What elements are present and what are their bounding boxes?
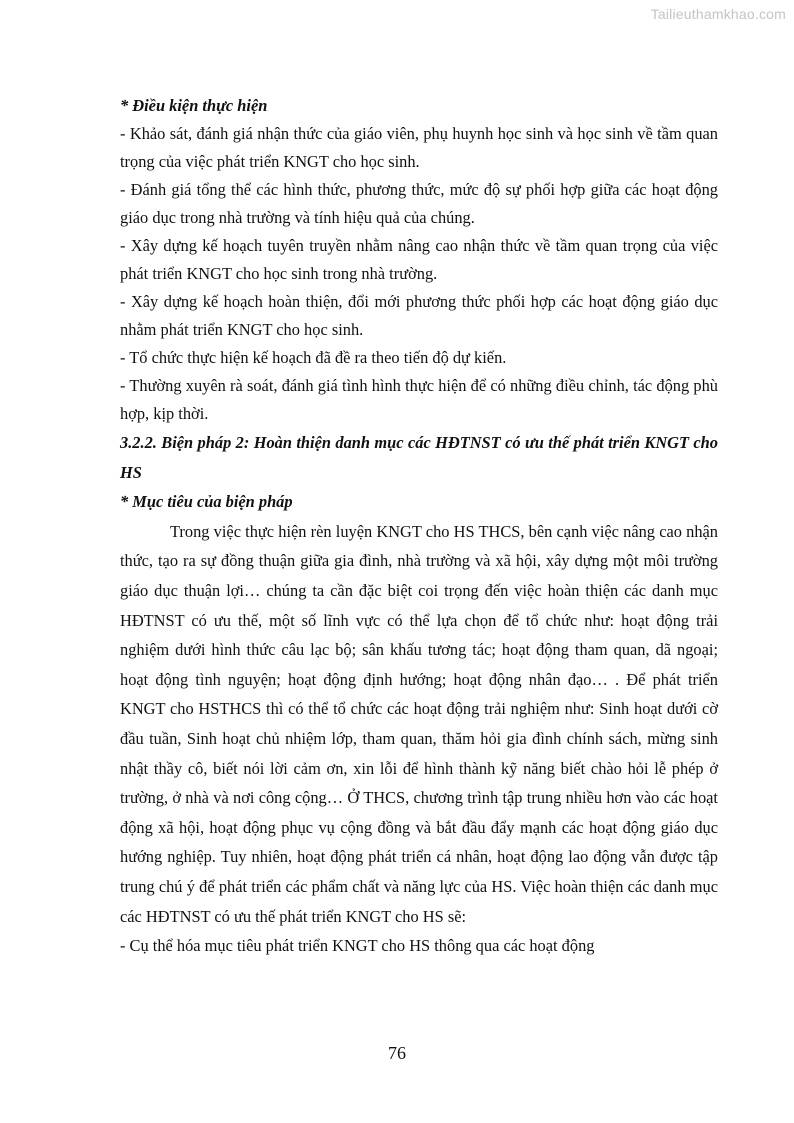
- bullet-paragraph: - Xây dựng kế hoạch hoàn thiện, đổi mới phương thức phối hợp các hoạt động giáo dục nhằm phát triển KNGT cho học sinh.: [120, 292, 718, 339]
- body-paragraph: Trong việc thực hiện rèn luyện KNGT cho HS THCS, bên cạnh việc nâng cao nhận thức, tạo ra sự đồng thuận giữa gia đình, nhà trường và xã hội, xây dựng một môi trường giáo dục thuận lợi… chúng ta cần đặc biệt coi trọng đến việc hoàn thiện các danh mục HĐTNST có ưu thế, một số lĩnh vực có thể lựa chọn để tổ chức như: hoạt động trải nghiệm dưới hình thức câu lạc bộ; sân khấu tương tác; hoạt động tham quan, dã ngoại; hoạt động tình nguyện; hoạt động định hướng; hoạt động nhân đạo… . Để phát triển KNGT cho HSTHCS thì có thể tổ chức các hoạt động trải nghiệm như: Sinh hoạt dưới cờ đầu tuần, Sinh hoạt chủ nhiệm lớp, tham quan, thăm hỏi gia đình chính sách, mừng sinh nhật thầy cô, biết nói lời cảm ơn, xin lỗi để hình thành kỹ năng biết chào hỏi lễ phép ở trường, ở nhà và nơi công cộng… Ở THCS, chương trình tập trung nhiều hơn vào các hoạt động xã hội, hoạt động phục vụ cộng đồng và bắt đầu đẩy mạnh các hoạt động giáo dục hướng nghiệp. Tuy nhiên, hoạt động phát triển cá nhân, hoạt động lao động vẫn được tập trung chú ý để phát triển các phẩm chất và năng lực của HS. Việc hoàn thiện các danh mục các HĐTNST có ưu thế phát triển KNGT cho HS sẽ:: [120, 521, 718, 926]
- watermark-text: Tailieuthamkhao.com: [650, 6, 786, 22]
- bullet-paragraph: - Khảo sát, đánh giá nhận thức của giáo viên, phụ huynh học sinh và học sinh về tầm quan trọng của việc phát triển KNGT cho học sinh.: [120, 124, 718, 171]
- heading-objectives: * Mục tiêu của biện pháp: [120, 492, 293, 512]
- page-number: 76: [388, 1043, 406, 1063]
- bullet-paragraph: - Thường xuyên rà soát, đánh giá tình hình thực hiện để có những điều chỉnh, tác động phù hợp, kịp thời.: [120, 376, 718, 423]
- bullet-paragraph: - Tổ chức thực hiện kế hoạch đã đề ra theo tiến độ dự kiến.: [120, 348, 507, 367]
- heading-conditions: * Điều kiện thực hiện: [120, 96, 268, 115]
- bullet-paragraph: - Đánh giá tổng thể các hình thức, phương thức, mức độ sự phối hợp giữa các hoạt động giáo dục trong nhà trường và tính hiệu quả của chúng.: [120, 180, 718, 227]
- document-body: [120, 92, 718, 961]
- bullet-paragraph: - Cụ thể hóa mục tiêu phát triển KNGT cho HS thông qua các hoạt động: [120, 936, 595, 956]
- section-heading: 3.2.2. Biện pháp 2: Hoàn thiện danh mục các HĐTNST có ưu thế phát triển KNGT cho HS: [120, 433, 718, 482]
- bullet-paragraph: - Xây dựng kế hoạch tuyên truyền nhằm nâng cao nhận thức về tầm quan trọng của việc phát triển KNGT cho học sinh trong nhà trường.: [120, 236, 718, 283]
